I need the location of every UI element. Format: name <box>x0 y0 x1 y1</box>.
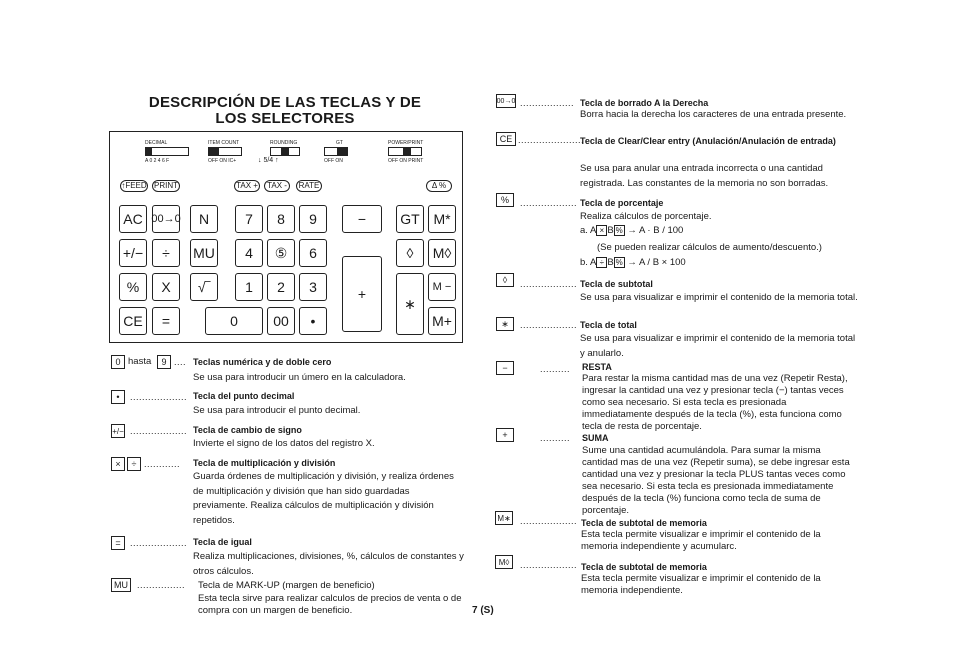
multiply-icon: × <box>111 457 125 471</box>
right-item-3-head: Tecla de subtotal <box>580 279 653 289</box>
right-item-6-desc: Sume una cantidad acumulándola. Para sumar la misma cantidad mas de una vez (Repetir suma), se debe ingresar esta cantidad una vez y presionar la tecla PLUS tantas veces como sea necesario. Si esta tecla es presionada immediatamente después de la tecla (%) funciona como tecla de suma de porcentaje. <box>582 445 850 516</box>
left-item-5-desc: Esta tecla sirve para realizar calculos de precios de venta o de compra con un margen de beneficio. <box>198 593 462 616</box>
right-item-3-desc: Se usa para visualizar e imprimir el contenido de la memoria total. <box>580 292 858 303</box>
decimal-selector <box>145 147 189 156</box>
right-item-1-dots: ...................... <box>518 135 585 145</box>
key-4: 4 <box>235 239 263 267</box>
percent-icon: % <box>496 193 514 207</box>
diamond-icon: ◊ <box>496 273 514 287</box>
page-number: 7 (S) <box>472 605 494 616</box>
left-item-3-head: Tecla de multiplicación y división <box>193 458 336 468</box>
right-item-8-dots: ................... <box>520 560 578 570</box>
right-item-4-head: Tecla de total <box>580 320 637 330</box>
left-item-5-dots: ................ <box>137 580 186 590</box>
right-item-4-desc: Se usa para visualizar e imprimir el contenido de la memoria total y anularlo. <box>580 333 856 359</box>
key-3: 3 <box>299 273 327 301</box>
right-item-2-head: Tecla de porcentaje <box>580 198 664 208</box>
key-00: 00 <box>267 307 295 335</box>
right-item-8-head: Tecla de subtotal de memoria <box>581 562 707 572</box>
gt-selector-values: OFF ON <box>324 158 343 164</box>
example-b-prefix: b. A <box>580 257 597 269</box>
percent-icon: % <box>615 258 623 267</box>
left-item-4-desc: Realiza multiplicaciones, divisiones, %, cálculos de constantes y otros cálculos. <box>193 551 464 577</box>
left-item-2-dots: ................... <box>130 426 188 436</box>
key-m-star: M* <box>428 205 456 233</box>
plus-icon: + <box>496 428 514 442</box>
key-0-icon: 0 <box>111 355 125 369</box>
right-item-3-dots: ................... <box>520 279 578 289</box>
key-total-star: ∗ <box>396 273 424 335</box>
key-multiply: X <box>152 273 180 301</box>
print-button: PRINT <box>154 181 178 190</box>
left-item-0-prefix: hasta <box>128 356 152 367</box>
key-7: 7 <box>235 205 263 233</box>
key-plus-minus: +/− <box>119 239 147 267</box>
left-item-2-head: Tecla de cambio de signo <box>193 425 302 435</box>
m-diamond-icon: M◊ <box>495 555 513 569</box>
equals-icon: = <box>111 536 125 550</box>
example-a-mid: B <box>607 225 614 237</box>
left-item-4-head: Tecla de igual <box>193 537 252 547</box>
percent-example-a <box>580 225 683 236</box>
divide-icon: ÷ <box>127 457 141 471</box>
right-item-5-head: RESTA <box>582 362 612 372</box>
right-item-7-head: Tecla de subtotal de memoria <box>581 518 707 528</box>
rounding-selector-label: ROUNDING <box>270 140 298 146</box>
example-b-suffix: → A / B × 100 <box>627 257 686 269</box>
decimal-selector-values: A 0 2 4 6 F <box>145 158 170 164</box>
divide-icon: ÷ <box>596 257 607 268</box>
gt-selector <box>324 147 348 156</box>
right-item-2-desc: Realiza cálculos de porcentaje. <box>580 211 712 222</box>
key-8: 8 <box>267 205 295 233</box>
key-5: ⑤ <box>267 239 295 267</box>
right-item-1-head: Tecla de Clear/Clear entry (Anulación/Anulación de entrada) <box>580 136 836 146</box>
decimal-point-icon: • <box>111 390 125 404</box>
key-ce: CE <box>119 307 147 335</box>
plus-minus-icon: +/− <box>111 424 125 438</box>
right-item-7-desc: Esta tecla permite visualizar e imprimir el contenido de la memoria independiente y acumularc. <box>581 529 821 552</box>
power-selector <box>388 147 422 156</box>
key-minus: − <box>342 205 382 233</box>
itemcount-selector-label: ITEM COUNT <box>208 140 240 146</box>
left-item-1-dots: ................... <box>130 392 188 402</box>
right-item-0-desc: Borra hacia la derecha los caracteres de una entrada presente. <box>580 109 847 120</box>
key-divide: ÷ <box>152 239 180 267</box>
rounding-selector-values: ↓ 5/4 ↑ <box>258 157 279 164</box>
keyboard-diagram <box>109 131 463 343</box>
rounding-selector <box>270 147 300 156</box>
left-item-0-head: Teclas numérica y de doble cero <box>193 357 332 367</box>
key-00-to-0: 00→0 <box>152 205 180 233</box>
key-plus: + <box>342 256 382 332</box>
gt-selector-label: GT <box>336 140 343 146</box>
ce-icon: CE <box>496 132 516 146</box>
page-title-line1: DESCRIPCIÓN DE LAS TECLAS Y DE <box>148 94 422 111</box>
decimal-selector-label: DECIMAL <box>145 140 168 146</box>
key-9-icon: 9 <box>157 355 171 369</box>
right-item-1-desc: Se usa para anular una entrada incorrecta o una cantidad registrada. Las constantes de la memoria no son borradas. <box>580 163 829 189</box>
clear-right-icon: 00→0 <box>496 94 516 108</box>
key-m-plus: M+ <box>428 307 456 335</box>
rate-button: RATE <box>296 180 322 192</box>
minus-icon: − <box>496 361 514 375</box>
feed-button: ↑FEED <box>121 181 147 190</box>
example-b-mid: B <box>607 257 614 269</box>
key-percent: % <box>119 273 147 301</box>
asterisk-icon: ∗ <box>496 317 514 331</box>
example-a-prefix: a. A <box>580 225 597 237</box>
right-item-0-dots: .................. <box>520 98 575 108</box>
right-item-0-head: Tecla de borrado A la Derecha <box>580 98 709 108</box>
left-item-1-head: Tecla del punto decimal <box>193 391 295 401</box>
delta-percent-button: Δ % <box>426 180 452 192</box>
right-item-8-desc: Esta tecla permite visualizar e imprimir el contenido de la memoria independiente. <box>581 573 821 596</box>
power-selector-label: POWER/PRINT <box>388 140 424 146</box>
left-item-2-desc: Invierte el signo de los datos del registro X. <box>193 438 375 449</box>
right-item-4-dots: ................... <box>520 320 578 330</box>
key-6: 6 <box>299 239 327 267</box>
percent-icon: % <box>615 226 623 235</box>
left-item-5-head: Tecla de MARK-UP (margen de beneficio) <box>198 580 375 591</box>
right-item-7-dots: ................... <box>520 516 578 526</box>
left-item-4-dots: ................... <box>130 538 188 548</box>
key-9: 9 <box>299 205 327 233</box>
key-ac: AC <box>119 205 147 233</box>
tax-minus-button: TAX - <box>264 180 290 192</box>
left-item-3-desc: Guarda órdenes de multiplicación y división, y realiza órdenes de multiplicación y división que han sido guardadas previamente. Realiza cálculos de multiplicación y división repetidos. <box>193 471 454 526</box>
key-equals: = <box>152 307 180 335</box>
right-item-5-dots: .......... <box>540 364 571 374</box>
mu-icon: MU <box>111 578 131 592</box>
left-item-0-dots: .... <box>174 357 187 367</box>
tax-plus-button: TAX + <box>234 180 260 192</box>
left-item-0-desc: Se usa para introducir un úmero en la calculadora. <box>193 372 406 383</box>
right-item-6-head: SUMA <box>582 433 609 443</box>
key-1: 1 <box>235 273 263 301</box>
key-gt: GT <box>396 205 424 233</box>
right-item-5-desc: Para restar la misma cantidad mas de una vez (Repetir Resta), ingresar la cantidad una vez y presionar tecla (−) tantas veces como sea necesario. Si esta tecla es presionada immediatamente después de la tecla (%), esta funciona como tecla de resta de porcentaje. <box>582 373 848 432</box>
power-selector-values: OFF ON PRINT <box>388 158 424 164</box>
key-mu: MU <box>190 239 218 267</box>
right-item-6-dots: .......... <box>540 433 571 443</box>
key-m-diamond: M◊ <box>428 239 456 267</box>
left-item-1-desc: Se usa para introducir el punto decimal. <box>193 405 361 416</box>
multiply-icon: × <box>596 225 607 236</box>
key-0: 0 <box>205 307 263 335</box>
key-n: N <box>190 205 218 233</box>
key-2: 2 <box>267 273 295 301</box>
page-title-line2: LOS SELECTORES <box>215 110 355 127</box>
example-a-suffix: → A · B / 100 <box>627 225 684 237</box>
key-decimal-point: • <box>299 307 327 335</box>
right-item-2-dots: ................... <box>520 198 578 208</box>
percent-example-b <box>580 257 686 268</box>
itemcount-selector <box>208 147 242 156</box>
m-star-icon: M∗ <box>495 511 513 525</box>
itemcount-selector-values: OFF ON IC+ <box>208 158 237 164</box>
page-title <box>140 95 430 127</box>
key-sqrt: √‾ <box>190 273 218 301</box>
key-m-minus: M − <box>428 273 456 301</box>
percent-example-note: (Se pueden realizar cálculos de aumento/descuento.) <box>597 242 822 253</box>
left-item-3-dots: ............ <box>144 459 181 469</box>
key-diamond: ◊ <box>396 239 424 267</box>
